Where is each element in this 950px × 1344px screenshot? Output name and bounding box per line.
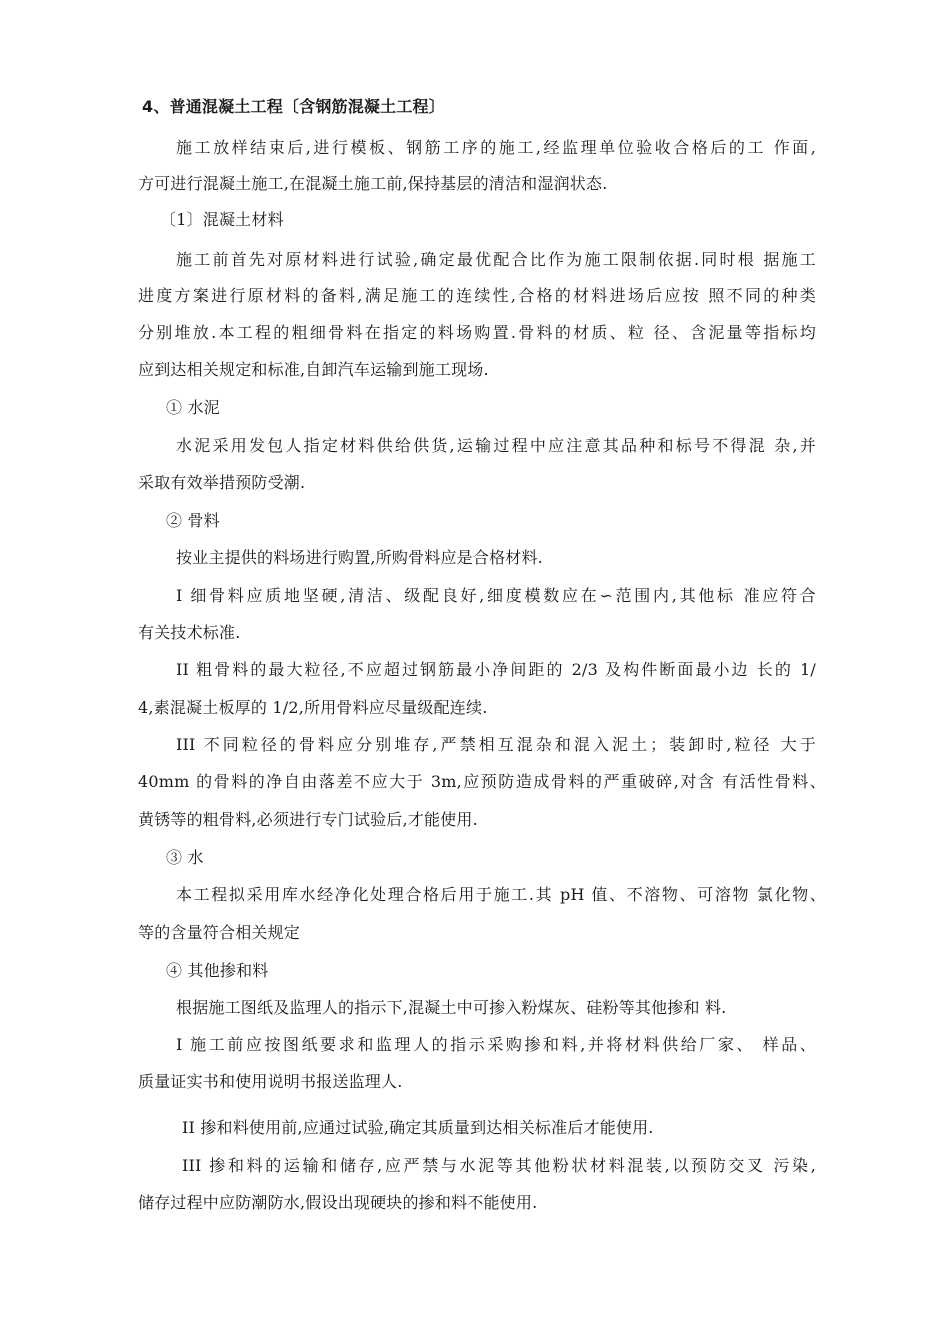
aggregate-iii-line-1: III 不同粒径的骨料应分别堆存,严禁相互混杂和混入泥土；装卸时,粒径 大于 — [176, 735, 816, 754]
materials-line-1: 施工前首先对原材料进行试验,确定最优配合比作为施工限制依据.同时根 据施工 — [176, 250, 816, 269]
section-heading: 4、普通混凝土工程〔含钢筋混凝土工程〕 — [142, 97, 445, 116]
aggregate-intro: 按业主提供的料场进行购置,所购骨料应是合格材料. — [176, 548, 543, 567]
admixture-i-line-1: I 施工前应按图纸要求和监理人的指示采购掺和料,并将材料供给厂家、 样品、 — [176, 1035, 816, 1054]
cement-line-2: 采取有效举措预防受潮. — [138, 473, 306, 492]
aggregate-iii-line-3: 黄锈等的粗骨料,必须进行专门试验后,才能使用. — [138, 810, 478, 829]
water-line-1: 本工程拟采用库水经净化处理合格后用于施工.其 pH 值、不溶物、可溶物 氯化物、 — [176, 885, 826, 904]
admixture-intro: 根据施工图纸及监理人的指示下,混凝土中可掺入粉煤灰、硅粉等其他掺和 料. — [176, 998, 727, 1017]
admixture-i-line-2: 质量证实书和使用说明书报送监理人. — [138, 1072, 403, 1091]
admixture-title: ④ 其他掺和料 — [166, 961, 269, 980]
admixture-iii-line-2: 储存过程中应防潮防水,假设出现硬块的掺和料不能使用. — [138, 1193, 538, 1212]
aggregate-ii-line-1: II 粗骨料的最大粒径,不应超过钢筋最小净间距的 2/3 及构件断面最小边 长的 1/ — [176, 660, 816, 679]
aggregate-ii-line-2: 4,素混凝土板厚的 1/2,所用骨料应尽量级配连续. — [138, 698, 488, 717]
aggregate-i-line-2: 有关技术标准. — [138, 623, 241, 642]
water-line-2: 等的含量符合相关规定 — [138, 923, 301, 942]
admixture-iii-line-1: III 掺和料的运输和储存,应严禁与水泥等其他粉状材料混装,以预防交叉 污染, — [182, 1156, 816, 1175]
admixture-ii: II 掺和料使用前,应通过试验,确定其质量到达相关标准后才能使用. — [182, 1118, 654, 1137]
intro-line-1: 施工放样结束后,进行模板、钢筋工序的施工,经监理单位验收合格后的工 作面, — [176, 138, 816, 157]
materials-line-2: 进度方案进行原材料的备料,满足施工的连续性,合格的材料进场后应按 照不同的种类 — [138, 286, 816, 305]
cement-title: ① 水泥 — [166, 398, 220, 417]
water-title: ③ 水 — [166, 848, 204, 867]
materials-line-4: 应到达相关规定和标准,自卸汽车运输到施工现场. — [138, 360, 489, 379]
aggregate-iii-line-2: 40mm 的骨料的净自由落差不应大于 3m,应预防造成骨料的严重破碎,对含 有活性骨料、 — [138, 772, 826, 791]
subsection-title-materials: 〔1〕混凝土材料 — [160, 210, 284, 229]
materials-line-3: 分别堆放.本工程的粗细骨料在指定的料场购置.骨料的材质、粒 径、含泥量等指标均 — [138, 323, 816, 342]
aggregate-i-line-1: I 细骨料应质地坚硬,清洁、级配良好,细度模数应在∽范围内,其他标 准应符合 — [176, 586, 816, 605]
aggregate-title: ② 骨料 — [166, 511, 220, 530]
cement-line-1: 水泥采用发包人指定材料供给供货,运输过程中应注意其品种和标号不得混 杂,并 — [176, 436, 816, 455]
intro-line-2: 方可进行混凝土施工,在混凝土施工前,保持基层的清洁和湿润状态. — [138, 174, 608, 193]
